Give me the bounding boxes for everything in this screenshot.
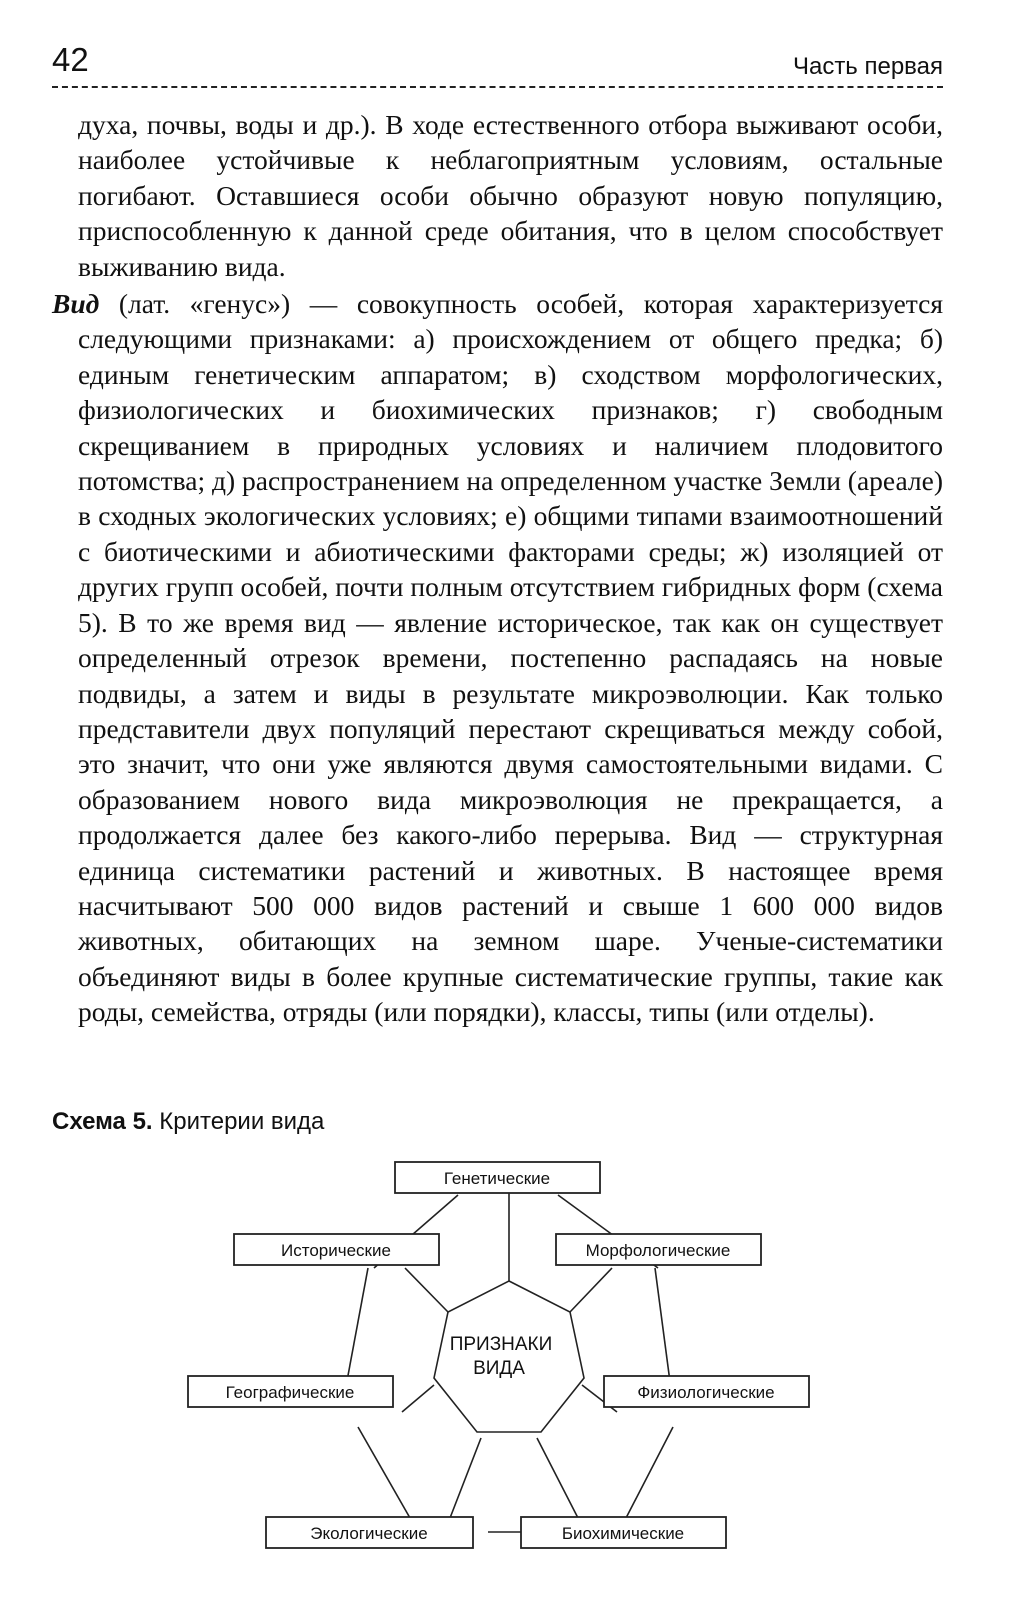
box-morphological bbox=[556, 1234, 761, 1265]
box-genetic bbox=[395, 1162, 600, 1193]
box-ecological-label: Экологические bbox=[310, 1524, 428, 1543]
box-geographic bbox=[188, 1376, 393, 1407]
caption-text: Критерии вида bbox=[152, 1108, 325, 1135]
box-physiological bbox=[604, 1376, 809, 1407]
box-biochemical bbox=[521, 1517, 726, 1548]
box-historical bbox=[234, 1234, 439, 1265]
caption-label: Схема 5. bbox=[52, 1108, 153, 1135]
box-geographic-label: Географические bbox=[225, 1383, 355, 1402]
page-number: 42 bbox=[52, 41, 89, 78]
box-ecological bbox=[266, 1517, 473, 1548]
box-physiological-label: Физиологические bbox=[637, 1383, 775, 1402]
center-label-line1: ПРИЗНАКИ bbox=[449, 1334, 553, 1355]
paragraph-1: духа, почвы, воды и др.). В ходе естественного отбора выживают особи, наиболее устойчивые к неблагоприятным условиям, остальные погибают. Оставшиеся особи обычно образуют новую популяцию, приспособленную к данной среде обитания, что в целом способствует выживанию вида. bbox=[78, 109, 943, 282]
box-biochemical-label: Биохимические bbox=[561, 1524, 685, 1543]
definition-text: (лат. «генус») — совокупность особей, которая характеризуется следующими признаками: а) происхождением от общего предка; б) единым генетическим аппаратом; в) сходством морфологических, физиологических и биохимических признаков; г) свободным скрещиванием в природных условиях и наличием плодовитого потомства; д) распространением на определенном участке Земли (ареале) в сходных экологических условиях; е) общими типами взаимоотношений с биотическими и абиотическими факторами среды; ж) изоляцией от других групп особей, почти полным отсутствием гибридных форм (схема 5). В то же время вид — явление историческое, так как он существует определенный отрезок времени, постепенно распадаясь на новые подвиды, а затем и виды в результате микроэволюции. Как только представители двух популяций перестают скрещиваться между собой, это значит, что они уже являются двумя самостоятельными видами. С образованием нового вида микроэволюция не прекращается, а продолжается далее без какого-либо перерыва. Вид — структурная единица систематики растений и животных. В настоящее время насчитывают 500 000 видов растений и свыше 1 600 000 видов животных, обитающих на земном шаре. Ученые-систематики объединяют виды в более крупные систематические группы, такие как роды, семейства, отряды (или порядки), классы, типы (или отделы). bbox=[78, 288, 943, 1028]
box-genetic-label: Генетические bbox=[443, 1169, 551, 1188]
box-morphological-label: Морфологические bbox=[585, 1241, 731, 1260]
definition-term: Вид bbox=[52, 288, 100, 320]
center-label-line2: ВИДА bbox=[473, 1358, 525, 1379]
box-historical-label: Исторические bbox=[281, 1241, 391, 1260]
running-header: Часть первая bbox=[792, 53, 943, 80]
